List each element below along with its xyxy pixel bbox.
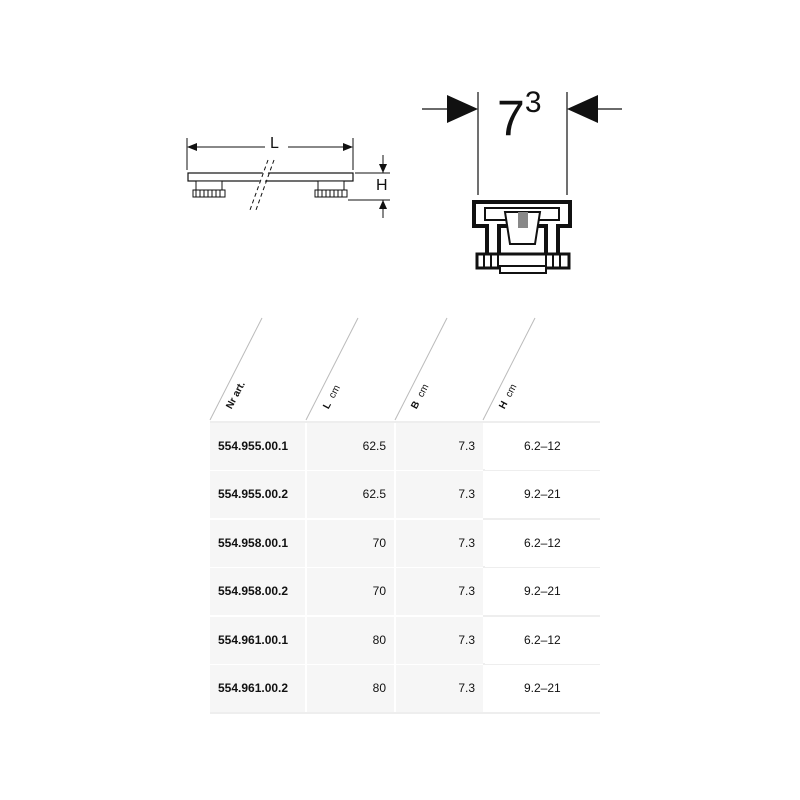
cell-art-number: 554.955.00.2 (210, 471, 305, 518)
cell-art-number: 554.955.00.1 (210, 423, 305, 470)
cell-length: 70 (307, 520, 394, 567)
width-value (497, 80, 542, 148)
width-arrow-left-icon (447, 95, 478, 123)
cell-art-number: 554.958.00.1 (210, 520, 305, 567)
width-arrow-right-icon (567, 95, 598, 123)
cell-art-number: 554.961.00.1 (210, 617, 305, 664)
header-height: Hcm (497, 382, 520, 411)
cell-height: 6.2–12 (485, 520, 600, 567)
table-row (210, 665, 600, 712)
cell-height: 9.2–21 (485, 568, 600, 615)
adjustment-base (500, 266, 546, 273)
cell-art-number: 554.961.00.2 (210, 665, 305, 712)
width-value-main: 7 (497, 90, 525, 147)
table-row (210, 568, 600, 615)
cell-height: 9.2–21 (485, 665, 600, 712)
l-arrow-right-icon (343, 143, 353, 151)
cell-length: 70 (307, 568, 394, 615)
header-art-number: Nr art. (224, 379, 248, 411)
h-arrow-top-icon (379, 164, 387, 173)
cell-height: 9.2–21 (485, 471, 600, 518)
cell-width: 7.3 (396, 617, 483, 664)
break-gap (252, 160, 270, 210)
length-label: L (270, 135, 279, 152)
l-arrow-left-icon (187, 143, 197, 151)
cell-length: 62.5 (307, 423, 394, 470)
cell-width: 7.3 (396, 423, 483, 470)
cell-width: 7.3 (396, 520, 483, 567)
cell-height: 6.2–12 (485, 423, 600, 470)
header-width: Bcm (409, 382, 432, 411)
cell-art-number: 554.958.00.2 (210, 568, 305, 615)
cell-length: 62.5 (307, 471, 394, 518)
cell-height: 6.2–12 (485, 617, 600, 664)
table-row (210, 471, 600, 518)
left-foot (193, 181, 225, 197)
table-row (210, 617, 600, 664)
height-label: H (376, 177, 388, 194)
table-row (210, 520, 600, 567)
width-value-superscript: 3 (524, 86, 542, 119)
h-arrow-bottom-icon (379, 200, 387, 209)
header-length: Lcm (321, 383, 343, 411)
cell-width: 7.3 (396, 665, 483, 712)
cell-length: 80 (307, 665, 394, 712)
table-row (210, 423, 600, 470)
cell-length: 80 (307, 617, 394, 664)
cell-width: 7.3 (396, 471, 483, 518)
right-foot (315, 181, 347, 197)
cell-width: 7.3 (396, 568, 483, 615)
rail-body (188, 173, 353, 181)
profile-core-shadow (518, 212, 528, 228)
